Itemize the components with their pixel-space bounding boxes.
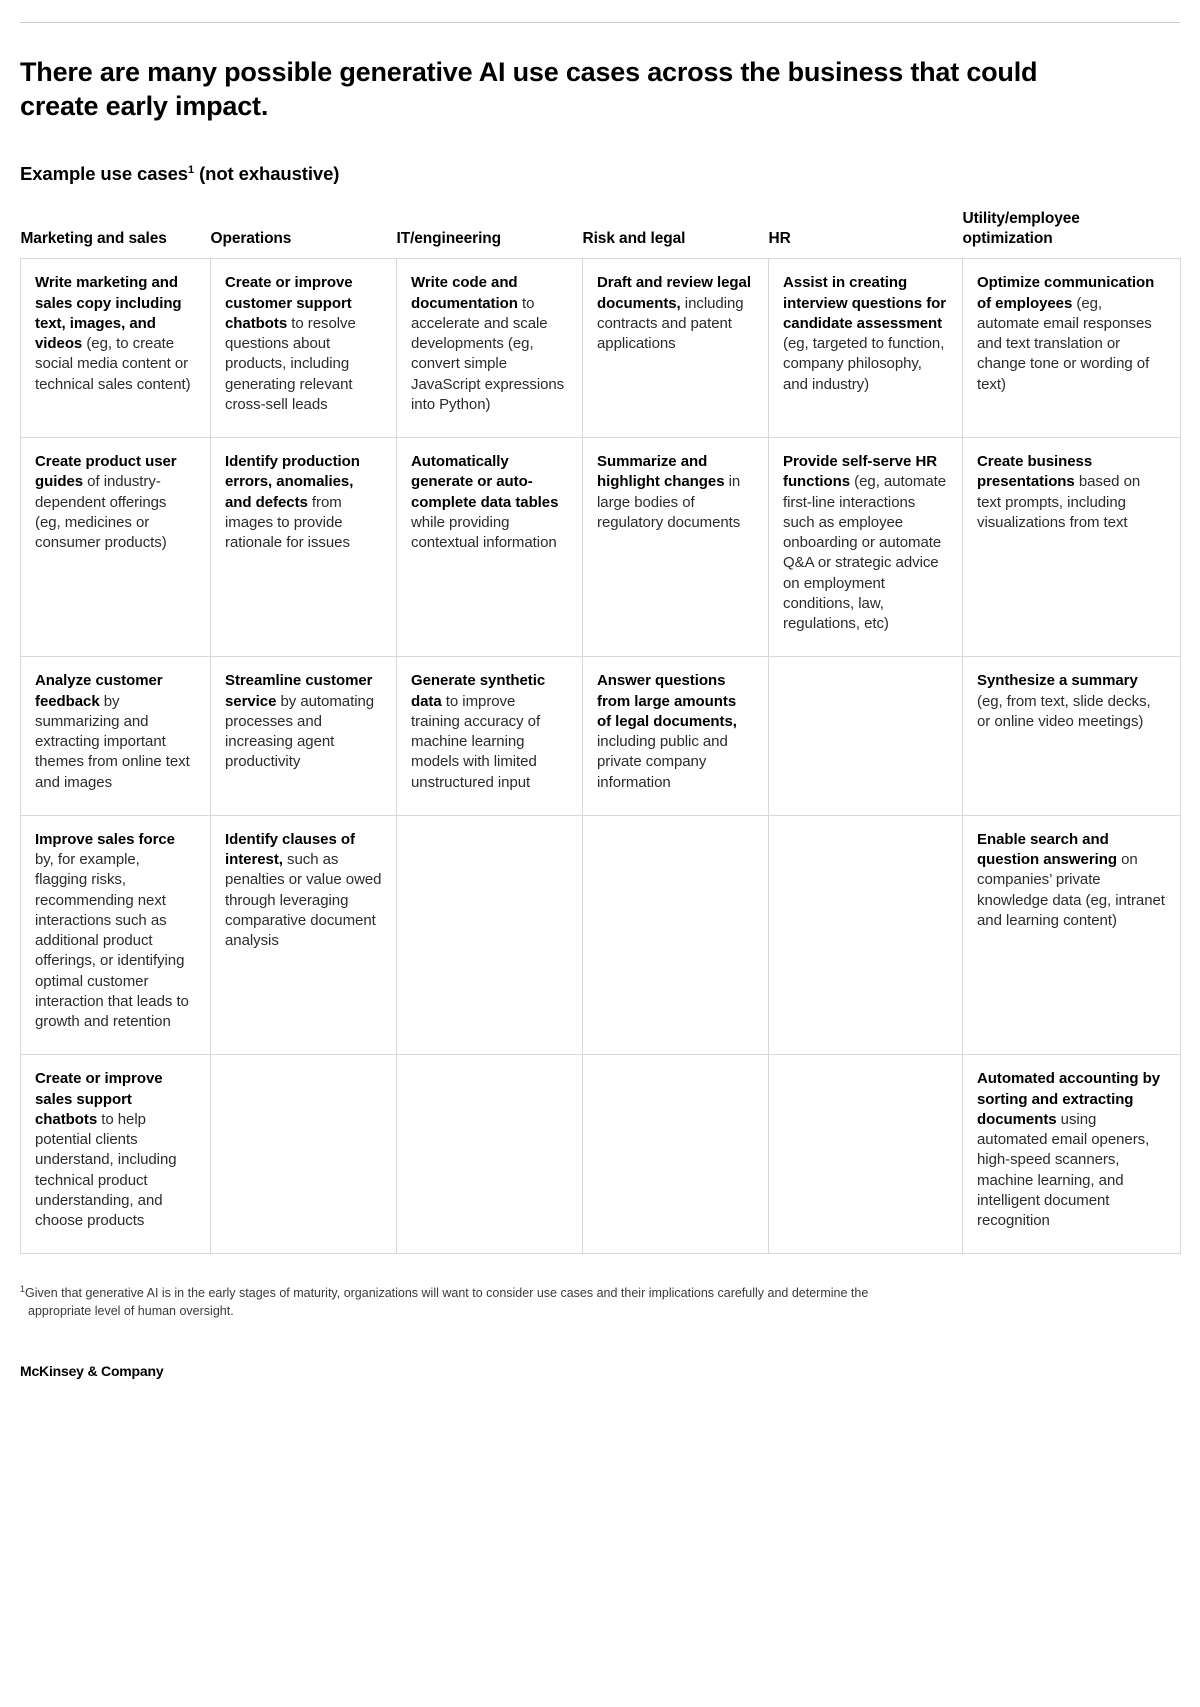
use-case-cell [21,1055,211,1254]
use-cases-table-container [20,209,1180,1254]
use-case-cell [211,259,397,438]
column-header-marketing-and-sales: Marketing and sales [20,230,167,248]
use-case-cell [211,438,397,657]
use-case-cell [211,815,397,1055]
use-case-detail: to accelerate and scale developments (eg, convert simple JavaScript expressions into Python) [411,294,565,413]
use-case-detail: to resolve questions about products, including generating relevant cross-sell leads [225,314,356,413]
use-case-lead: Create product user guides [35,453,177,491]
column-header-utility-employee-optimization: Utility/employee optimization [962,210,1080,248]
column-header-hr: HR [768,230,791,248]
use-case-lead: Enable search and question answering [977,830,1117,869]
table-header [21,209,1181,259]
footnote-line-2: appropriate level of human oversight. [28,1304,234,1319]
use-case-cell [583,815,769,1055]
use-case-cell [963,657,1181,816]
use-case-cell [963,1055,1181,1254]
use-case-detail: of industry-dependent offerings (eg, medicines or consumer products) [35,473,167,552]
use-case-cell [769,438,963,657]
use-case-detail: while providing contextual information [411,513,557,552]
use-case-detail: to help potential clients understand, including technical product understanding, and choose products [35,1110,177,1230]
use-case-lead: Streamline customer service [225,672,373,710]
use-case-cell [769,657,963,816]
use-case-lead: Summarize and highlight changes [597,453,725,491]
use-case-cell [21,657,211,816]
use-case-lead: Create or improve customer support chatbots [225,274,353,332]
use-case-cell [769,259,963,438]
subtitle-footnote-marker: 1 [188,163,195,176]
use-case-detail: such as penalties or value owed through leveraging comparative document analysis [225,851,382,950]
use-case-lead: Write marketing and sales copy including text, images, and videos [35,274,182,353]
table-body [21,259,1181,1254]
use-case-cell [769,1055,963,1254]
use-case-lead: Synthesize a summary [977,672,1138,690]
use-case-lead: Generate synthetic data [411,672,546,710]
subtitle-text-before: Example use cases [20,163,188,185]
use-case-detail: using automated email openers, high-speed scanners, machine learning, and intelligent document recognition [977,1110,1150,1230]
table-row [21,1055,1181,1254]
use-case-lead: Answer questions from large amounts of legal documents, [597,672,737,730]
use-case-cell [397,259,583,438]
table-row [21,259,1181,438]
use-case-lead: Draft and review legal documents, [597,274,751,312]
use-case-detail: (eg, automate first-line interactions such as employee onboarding or automate Q&A or strategic advice on employment conditions, law, regulations, etc) [783,473,947,633]
use-case-detail: (eg, from text, slide decks, or online video meetings) [977,692,1151,730]
use-case-cell [963,438,1181,657]
use-case-cell [397,1055,583,1254]
use-case-cell [963,259,1181,438]
use-case-lead: Automatically generate or auto-complete data tables [411,453,559,511]
use-case-lead: Provide self-serve HR functions [783,453,938,491]
use-case-cell [583,259,769,438]
footnote-marker: 1 [20,1284,26,1295]
use-case-cell [397,438,583,657]
column-header-it-engineering: IT/engineering [396,230,502,248]
use-case-lead: Create or improve sales support chatbots [35,1070,163,1128]
use-case-detail: by, for example, flagging risks, recommending next interactions such as additional product offerings, or identifying optimal customer interaction that leads to growth and retention [35,851,189,1031]
use-case-detail: including contracts and patent applications [597,294,744,353]
use-case-cell [397,815,583,1055]
use-case-detail: by automating processes and increasing agent productivity [225,692,375,771]
table-row [21,657,1181,816]
page-title: There are many possible generative AI use cases across the business that could create early impact. [20,57,1038,122]
use-case-detail: in large bodies of regulatory documents [597,473,741,531]
use-case-detail: (eg, to create social media content or technical sales content) [35,335,191,393]
use-case-cell [769,815,963,1055]
subtitle-text-after: (not exhaustive) [194,163,340,185]
use-case-lead: Analyze customer feedback [35,672,163,710]
use-case-detail: on companies’ private knowledge data (eg, intranet and learning content) [977,851,1165,929]
brand-wordmark: McKinsey & Company [20,1362,164,1379]
column-header-risk-and-legal: Risk and legal [582,230,686,248]
use-case-cell [21,815,211,1055]
use-case-cell [21,438,211,657]
use-case-detail: based on text prompts, including visualizations from text [977,473,1141,531]
use-case-detail: from images to provide rationale for issues [225,493,350,552]
use-cases-table [20,209,1181,1254]
use-case-cell [397,657,583,816]
use-case-detail: by summarizing and extracting important themes from online text and images [35,692,190,791]
use-case-cell [583,438,769,657]
use-case-lead: Optimize communication of employees [977,274,1155,312]
use-case-lead: Identify clauses of interest, [225,830,355,869]
use-case-cell [211,1055,397,1254]
use-case-cell [963,815,1181,1055]
use-case-lead: Identify production errors, anomalies, and defects [225,453,360,511]
table-row [21,815,1181,1055]
use-case-lead: Assist in creating interview questions for candidate assessment [783,274,947,332]
top-divider [20,22,1180,23]
use-case-lead: Automated accounting by sorting and extracting documents [977,1070,1161,1128]
use-case-cell [583,657,769,816]
use-case-cell [583,1055,769,1254]
column-header-operations: Operations [210,230,292,248]
use-case-detail: including public and private company information [597,733,728,791]
footnote [20,1284,1110,1320]
section-subtitle [20,163,1180,185]
use-case-lead: Create business presentations [977,453,1093,491]
table-row [21,438,1181,657]
table-header-row [21,209,1181,259]
use-case-lead: Write code and documentation [411,274,518,312]
footnote-line-1: Given that generative AI is in the early stages of maturity, organizations will want to consider use cases and their implications carefully and determine the [25,1286,869,1301]
use-case-detail: (eg, targeted to function, company philosophy, and industry) [783,335,945,393]
use-case-detail: to improve training accuracy of machine learning models with limited unstructured input [411,692,541,791]
use-case-lead: Improve sales force [35,830,175,848]
use-case-cell [21,259,211,438]
page-root [0,22,1200,1707]
use-case-detail: (eg, automate email responses and text translation or change tone or wording of text) [977,294,1152,393]
use-case-cell [211,657,397,816]
